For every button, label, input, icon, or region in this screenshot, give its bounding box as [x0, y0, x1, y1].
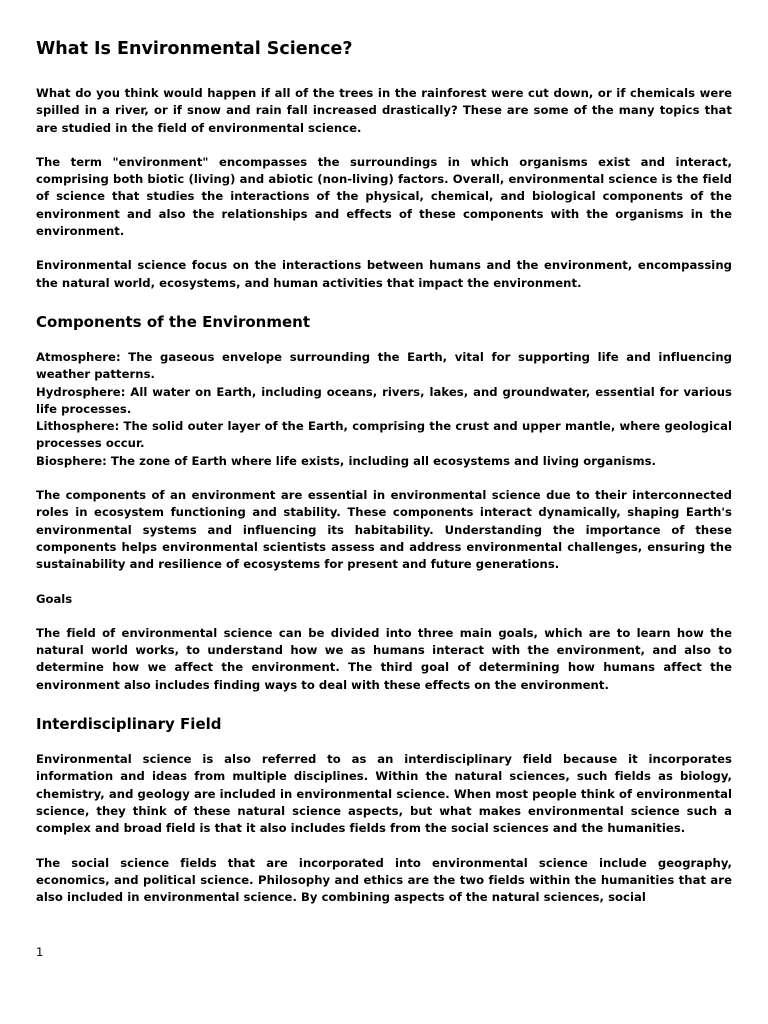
- interdisciplinary-paragraph-1: Environmental science is also referred to as an interdisciplinary field because it incorporates information and ideas from multiple disciplines. Within the natural sciences, such fields as biology, chemistry, and geology are included in environmental science. When most people think of environmental science, they think of these natural science aspects, but what makes environmental science such a complex and broad field is that it also includes fields from the social sciences and the humanities.: [36, 752, 732, 836]
- interdisciplinary-heading: Interdisciplinary Field: [36, 715, 222, 734]
- component-lithosphere: Lithosphere: The solid outer layer of the Earth, comprising the crust and upper mantle, where geological processes occur.: [36, 419, 732, 451]
- component-atmosphere: Atmosphere: The gaseous envelope surrounding the Earth, vital for supporting life and influencing weather patterns.: [36, 349, 732, 382]
- goals-heading: Goals: [36, 591, 73, 606]
- components-paragraph: The components of an environment are essential in environmental science due to their interconnected roles in ecosystem functioning and stability. These components interact dynamically, shaping Earth's environmental systems and influencing its habitability. Understanding the importance of these components helps environmental scientists assess and address environmental challenges, ensuring the sustainability and resilience of ecosystems for present and future generations.: [36, 488, 732, 572]
- component-hydrosphere: Hydrosphere: All water on Earth, including oceans, rivers, lakes, and groundwater, essential for various life processes.: [36, 384, 732, 416]
- intro-paragraph-2: The term "environment" encompasses the surroundings in which organisms exist and interact, comprising both biotic (living) and abiotic (non-living) factors. Overall, environmental science is the field of science that studies the interactions of the physical, chemical, and biological components of the environment and also the relationships and effects of these components with the organisms in the environment.: [36, 154, 732, 239]
- intro-paragraph-3: Environmental science focus on the interactions between humans and the environment, encompassing the natural world, ecosystems, and human activities that impact the environment.: [36, 258, 732, 290]
- page-number: 1: [36, 945, 44, 959]
- page-title: What Is Environmental Science?: [36, 39, 353, 59]
- intro-paragraph-1: What do you think would happen if all of the trees in the rainforest were cut down, or if chemicals were spilled in a river, or if snow and rain fall increased drastically? These are some of the many topics that are studied in the field of environmental science.: [36, 86, 732, 135]
- document-page: [36, 36, 732, 906]
- components-heading: Components of the Environment: [36, 312, 311, 331]
- component-biosphere: Biosphere: The zone of Earth where life exists, including all ecosystems and living organisms.: [36, 453, 657, 468]
- interdisciplinary-paragraph-2: The social science fields that are incorporated into environmental science include geography, economics, and political science. Philosophy and ethics are the two fields within the humanities that are also included in environmental science. By combining aspects of the natural sciences, social: [36, 855, 732, 905]
- goals-paragraph: The field of environmental science can be divided into three main goals, which are to learn how the natural world works, to understand how we as humans interact with the environment, and also to determine how we affect the environment. The third goal of determining how humans affect the environment also includes finding ways to deal with these effects on the environment.: [36, 625, 732, 692]
- components-list: [36, 349, 732, 470]
